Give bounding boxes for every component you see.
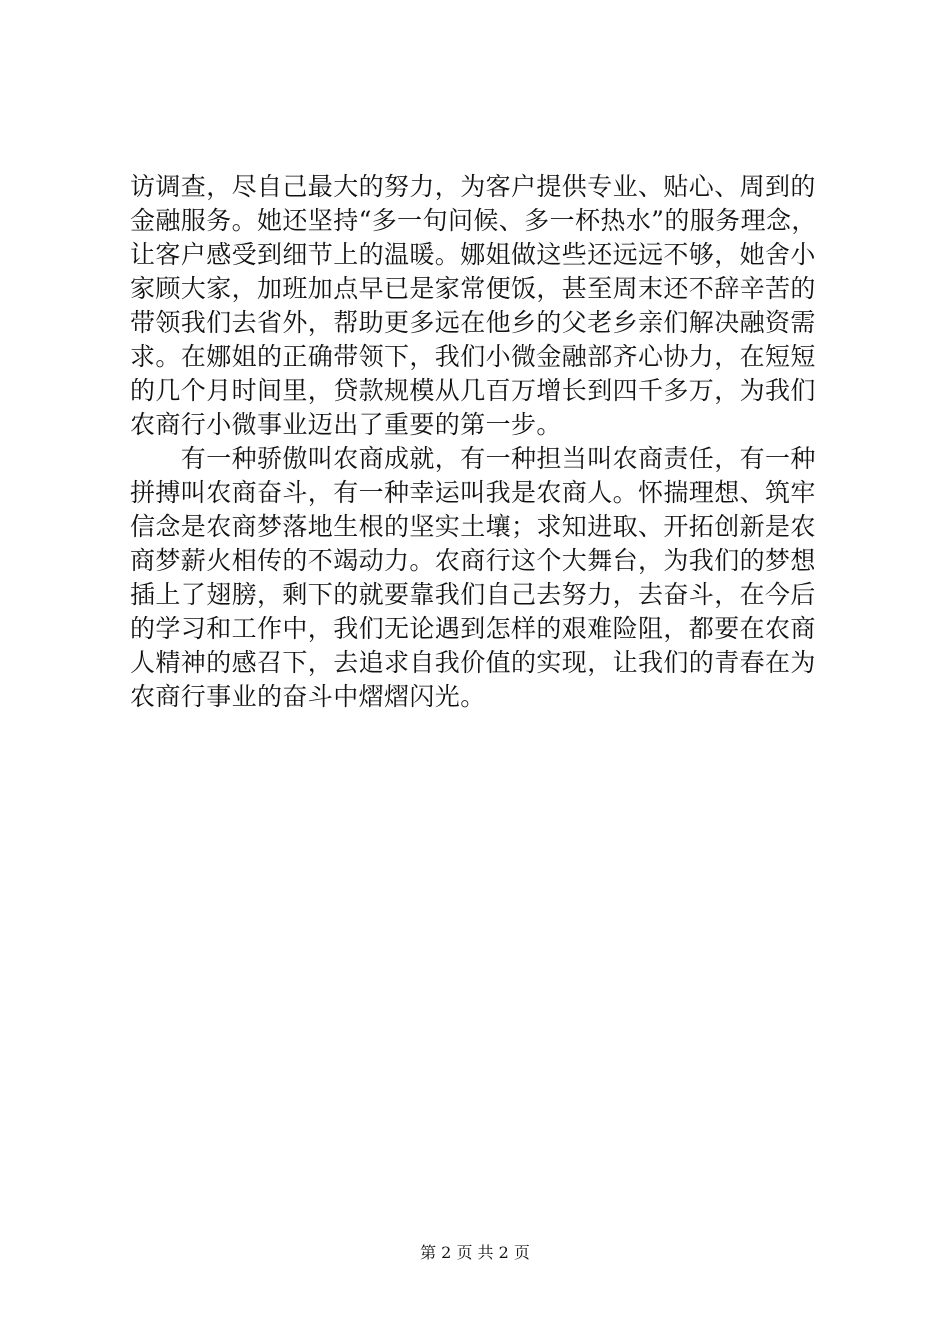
page-footer (0, 1242, 950, 1264)
text-line: 的几个月时间里，贷款规模从几百万增长到四千多万，为我们 (130, 376, 816, 405)
text-line: 农商行小微事业迈出了重要的第一步。 (130, 410, 562, 439)
text-line: 带领我们去省外，帮助更多远在他乡的父老乡亲们解决融资需 (130, 308, 816, 337)
text-line: 求。在娜姐的正确带领下，我们小微金融部齐心协力，在短短 (130, 342, 816, 371)
text-line: 农商行事业的奋斗中熠熠闪光。 (130, 682, 486, 711)
text-line: 的学习和工作中，我们无论遇到怎样的艰难险阻，都要在农商 (130, 614, 816, 643)
text-line: 家顾大家，加班加点早已是家常便饭，甚至周末还不辞辛苦的 (130, 274, 816, 303)
text-line: 金融服务。她还坚持“多一句问候、多一杯热水”的服务理念， (130, 206, 817, 235)
text-line: 信念是农商梦落地生根的坚实土壤；求知进取、开拓创新是农 (130, 512, 816, 541)
text-line: 有一种骄傲叫农商成就，有一种担当叫农商责任，有一种 (130, 444, 816, 473)
text-line: 让客户感受到细节上的温暖。娜姐做这些还远远不够，她舍小 (130, 240, 816, 269)
text-line: 拼搏叫农商奋斗，有一种幸运叫我是农商人。怀揣理想、筑牢 (130, 478, 816, 507)
text-line: 商梦薪火相传的不竭动力。农商行这个大舞台，为我们的梦想 (130, 546, 816, 575)
text-line: 插上了翅膀，剩下的就要靠我们自己去努力，去奋斗，在今后 (130, 580, 816, 609)
page-number-label: 第 2 页 共 2 页 (420, 1243, 530, 1262)
text-line: 访调查，尽自己最大的努力，为客户提供专业、贴心、周到的 (130, 172, 816, 201)
text-line: 人精神的感召下，去追求自我价值的实现，让我们的青春在为 (130, 648, 816, 677)
body-text (130, 170, 830, 714)
